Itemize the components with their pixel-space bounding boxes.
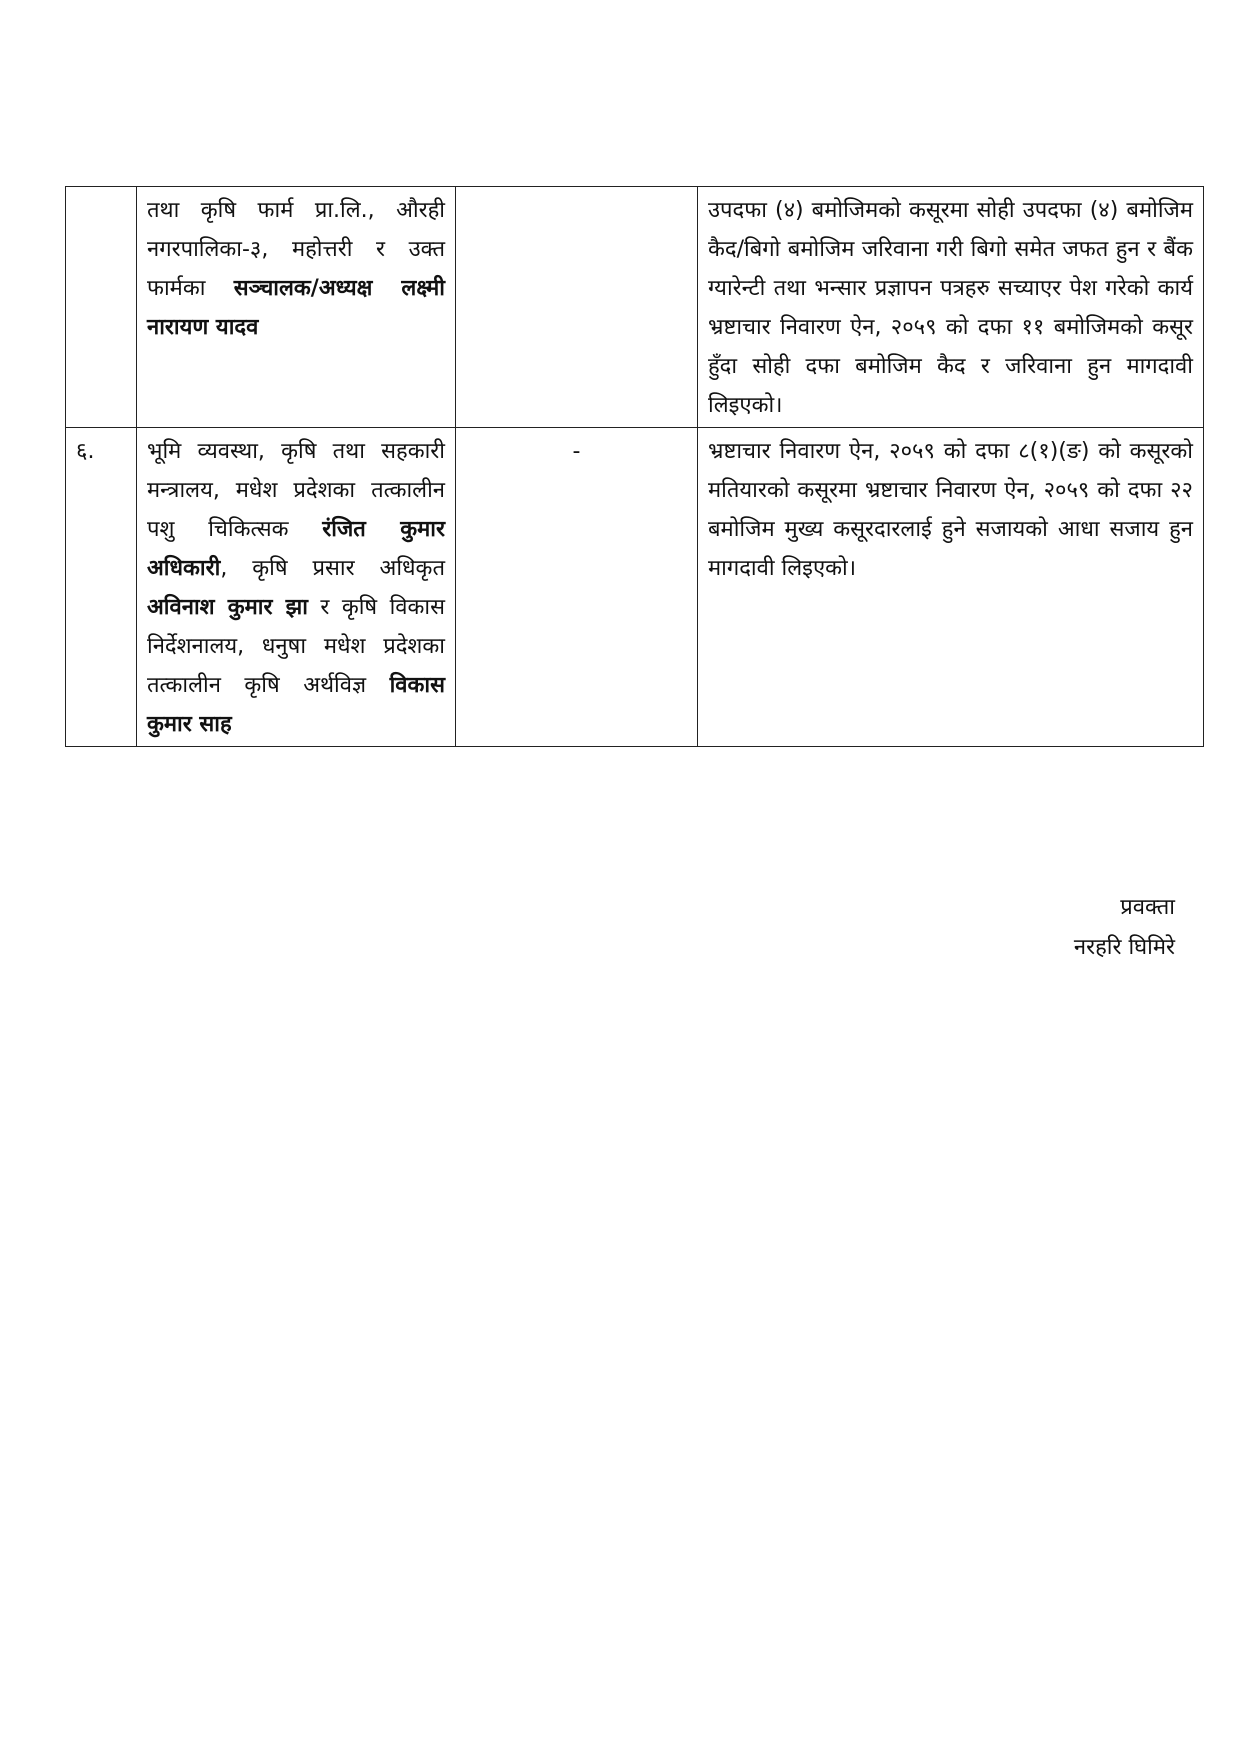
signature-block: [1074, 888, 1175, 968]
signature-title: प्रवक्ता: [1120, 895, 1175, 920]
accused-name: विकास कुमार साह: [147, 673, 445, 737]
claim-cell: उपदफा (४) बमोजिमको कसूरमा सोही उपदफा (४) बमोजिम कैद/बिगो बमोजिम जरिवाना गरी बिगो समेत जफत हुन र बैंक ग्यारेन्टी तथा भन्सार प्रज्ञापन पत्रहरु सच्याएर पेश गरेको कार्य भ्रष्टाचार निवारण ऐन, २०५९ को दफा ११ बमोजिमको कसूर हुँदा सोही दफा बमोजिम कैद र जरिवाना हुन मागदावी लिइएको।: [698, 187, 1204, 428]
table-row: [66, 187, 1204, 428]
accused-name: अविनाश कुमार झा: [147, 595, 308, 620]
case-table: [65, 186, 1204, 747]
accused-cell: [137, 187, 456, 428]
table-row: [66, 428, 1204, 747]
amount-cell: -: [456, 428, 698, 747]
claim-cell: भ्रष्टाचार निवारण ऐन, २०५९ को दफा ८(१)(ङ) को कसूरको मतियारको कसूरमा भ्रष्टाचार निवारण ऐन, २०५९ को दफा २२ बमोजिम मुख्य कसूरदारलाई हुने सजायको आधा सजाय हुन मागदावी लिइएको।: [698, 428, 1204, 747]
serial-cell: ६.: [66, 428, 137, 747]
amount-cell: [456, 187, 698, 428]
serial-cell: [66, 187, 137, 428]
accused-text: र कृषि विकास निर्देशनालय, धनुषा मधेश प्रदेशका तत्कालीन कृषि अर्थविज्ञ: [147, 595, 445, 698]
accused-text: भूमि व्यवस्था, कृषि तथा सहकारी मन्त्रालय, मधेश प्रदेशका तत्कालीन पशु चिकित्सक: [147, 439, 445, 542]
signature-name: नरहरि घिमिरे: [1073, 935, 1175, 960]
accused-text: तथा कृषि फार्म प्रा.लि., औरही नगरपालिका-३, महोत्तरी र उक्त फार्मका: [147, 198, 445, 301]
accused-name: रंजित कुमार अधिकारी: [147, 517, 446, 581]
accused-name: सञ्चालक/अध्यक्ष लक्ष्मी नारायण यादव: [147, 276, 445, 340]
accused-cell: [137, 428, 456, 747]
accused-text: , कृषि प्रसार अधिकृत: [220, 556, 445, 581]
